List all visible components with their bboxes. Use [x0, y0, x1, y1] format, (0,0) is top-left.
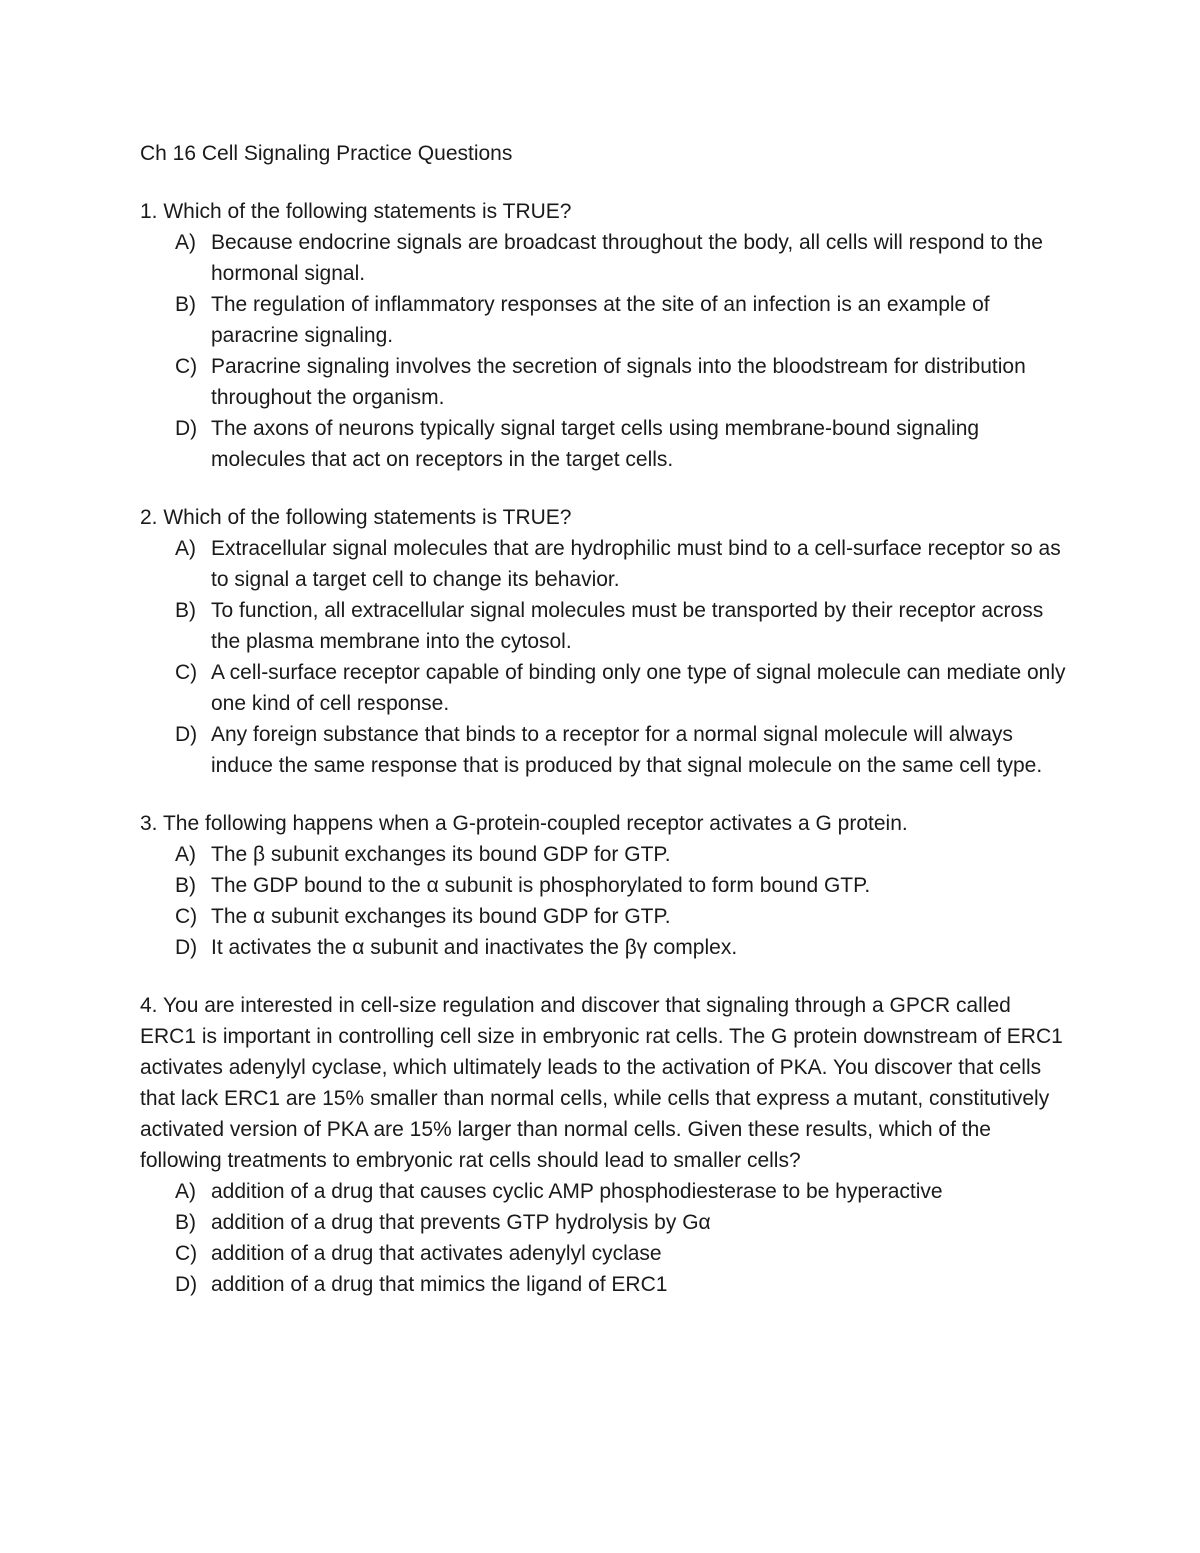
choice-text: Because endocrine signals are broadcast throughout the body, all cells will respond to the hormonal signal. [211, 231, 1043, 285]
choice-letter: D) [175, 1273, 198, 1296]
choice-letter: A) [175, 1180, 196, 1203]
choice-letter: A) [175, 537, 196, 560]
question-4 [140, 990, 1070, 1300]
choice-text: addition of a drug that mimics the ligand of ERC1 [211, 1273, 668, 1296]
choice-text: addition of a drug that activates adenylyl cyclase [211, 1242, 662, 1265]
choice-text: The regulation of inflammatory responses at the site of an infection is an example of paracrine signaling. [211, 293, 990, 347]
choice-letter: C) [175, 905, 198, 928]
choice-letter: A) [175, 843, 196, 866]
answer-choice [175, 1176, 1070, 1207]
choice-text: The GDP bound to the α subunit is phosphorylated to form bound GTP. [211, 874, 871, 897]
choice-text: addition of a drug that causes cyclic AMP phosphodiesterase to be hyperactive [211, 1180, 943, 1203]
choice-text: A cell-surface receptor capable of binding only one type of signal molecule can mediate only one kind of cell response. [211, 661, 1066, 715]
choice-letter: D) [175, 723, 198, 746]
choice-letter: D) [175, 936, 198, 959]
document-title: Ch 16 Cell Signaling Practice Questions [140, 142, 513, 165]
answer-choice [175, 227, 1070, 289]
choice-text: To function, all extracellular signal molecules must be transported by their receptor across the plasma membrane into the cytosol. [211, 599, 1044, 653]
answer-choice [175, 657, 1070, 719]
choice-letter: C) [175, 661, 198, 684]
answer-choice [175, 595, 1070, 657]
choice-text: Extracellular signal molecules that are hydrophilic must bind to a cell-surface receptor so as to signal a target cell to change its behavior. [211, 537, 1061, 591]
choice-letter: C) [175, 1242, 198, 1265]
question-stem: 1. Which of the following statements is TRUE? [140, 200, 572, 223]
choice-letter: B) [175, 1211, 196, 1234]
answer-choice [175, 351, 1070, 413]
choice-text: addition of a drug that prevents GTP hydrolysis by Gα [211, 1211, 711, 1234]
choice-text: The axons of neurons typically signal target cells using membrane-bound signaling molecules that act on receptors in the target cells. [211, 417, 980, 471]
answer-choice [175, 1207, 1070, 1238]
choice-letter: B) [175, 293, 196, 316]
question-stem: 4. You are interested in cell-size regulation and discover that signaling through a GPCR called ERC1 is important in controlling cell size in embryonic rat cells. The G protein downstream of ERC1 activates adenylyl cyclase, which ultimately leads to the activation of PKA. You discover that cells that lack ERC1 are 15% smaller than normal cells, while cells that express a mutant, constitutively activated version of PKA are 15% larger than normal cells. Given these results, which of the following treatments to embryonic rat cells should lead to smaller cells? [140, 994, 1063, 1172]
choice-text: Any foreign substance that binds to a receptor for a normal signal molecule will always induce the same response that is produced by that signal molecule on the same cell type. [211, 723, 1043, 777]
document-page [140, 138, 1070, 1327]
answer-choice [175, 413, 1070, 475]
answer-choice [175, 839, 1070, 870]
answer-choice [175, 289, 1070, 351]
choice-text: The β subunit exchanges its bound GDP for GTP. [211, 843, 671, 866]
choice-text: It activates the α subunit and inactivates the βγ complex. [211, 936, 738, 959]
answer-choice [175, 533, 1070, 595]
choice-letter: B) [175, 874, 196, 897]
answer-choice [175, 932, 1070, 963]
answer-choice [175, 1269, 1070, 1300]
choice-letter: A) [175, 231, 196, 254]
answer-choices [140, 533, 1070, 781]
answer-choice [175, 870, 1070, 901]
question-3 [140, 808, 1070, 963]
answer-choices [140, 1176, 1070, 1300]
choice-letter: D) [175, 417, 198, 440]
question-2 [140, 502, 1070, 781]
question-1 [140, 196, 1070, 475]
answer-choice [175, 901, 1070, 932]
question-stem: 2. Which of the following statements is TRUE? [140, 506, 572, 529]
answer-choices [140, 227, 1070, 475]
answer-choice [175, 1238, 1070, 1269]
choice-letter: C) [175, 355, 198, 378]
question-stem: 3. The following happens when a G-protein-coupled receptor activates a G protein. [140, 812, 908, 835]
choice-text: The α subunit exchanges its bound GDP for GTP. [211, 905, 671, 928]
choice-letter: B) [175, 599, 196, 622]
answer-choices [140, 839, 1070, 963]
choice-text: Paracrine signaling involves the secretion of signals into the bloodstream for distribution throughout the organism. [211, 355, 1026, 409]
answer-choice [175, 719, 1070, 781]
